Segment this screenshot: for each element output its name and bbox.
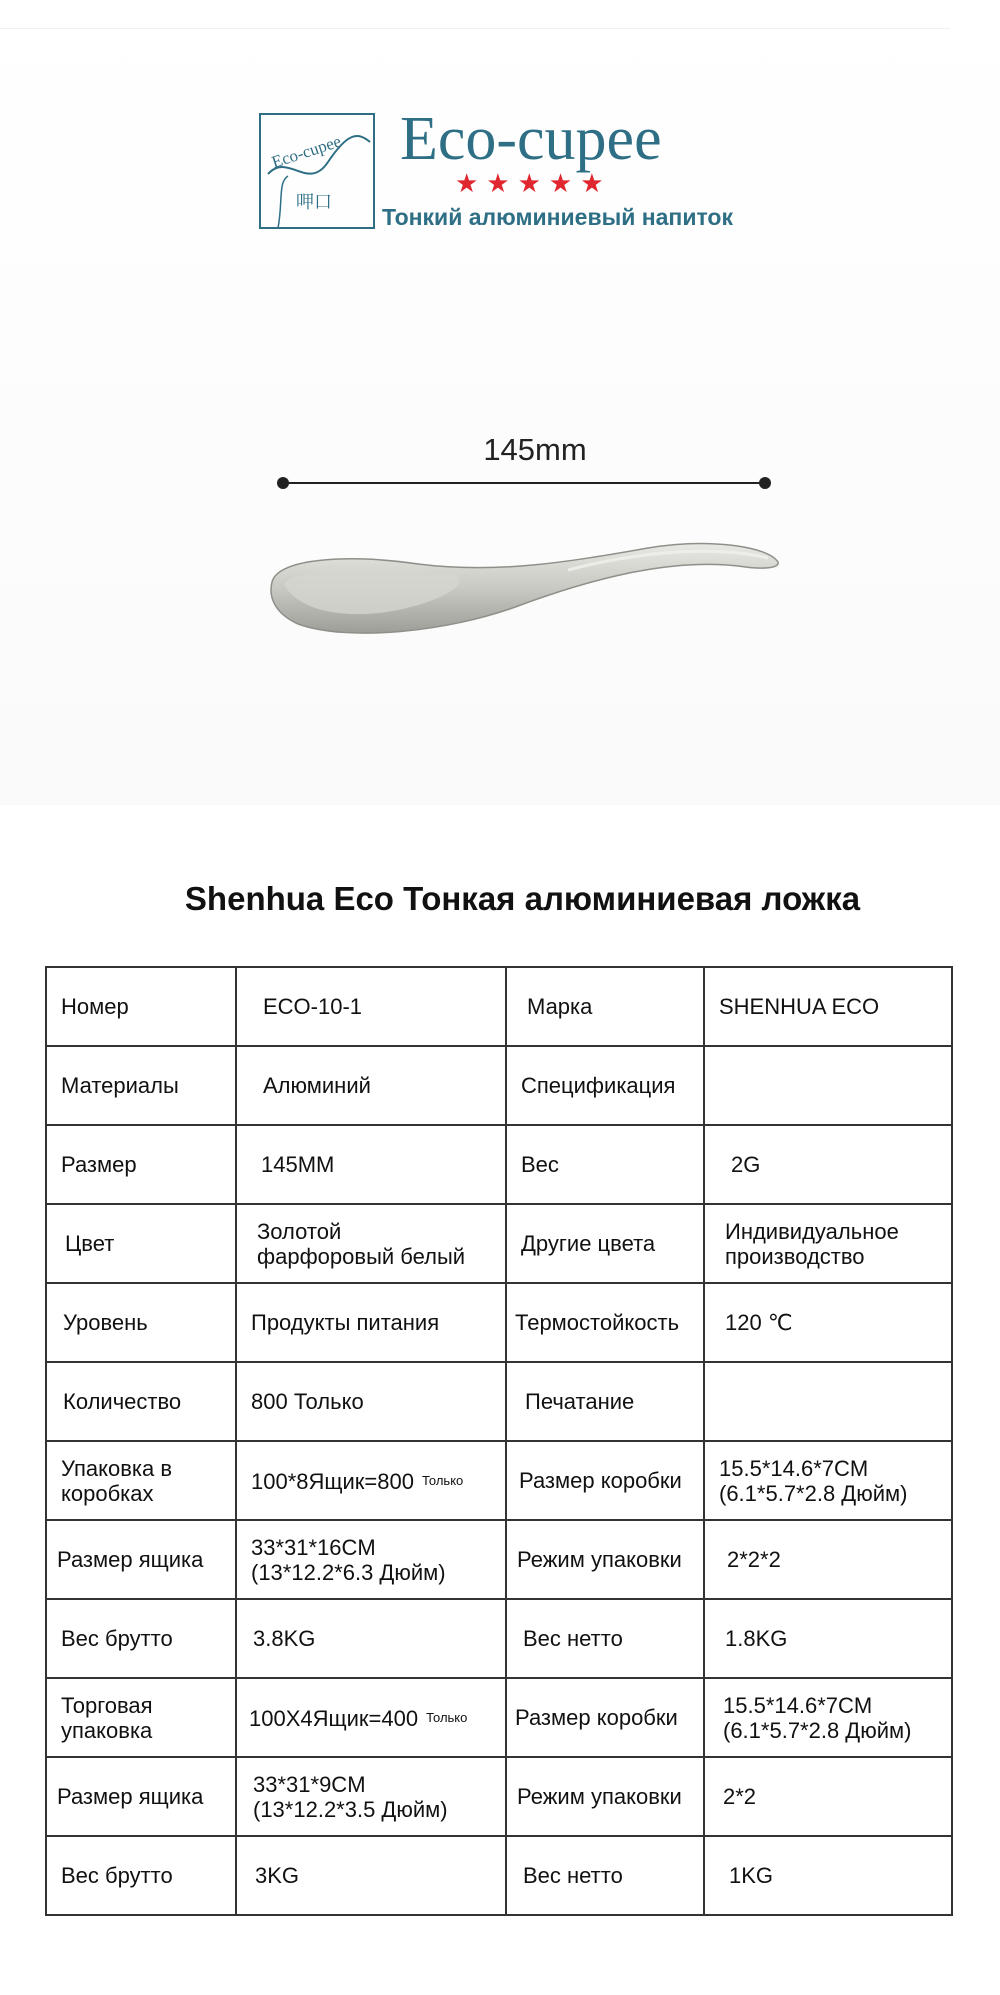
logo-wordmark: Eco-cupee bbox=[400, 105, 662, 173]
table-row bbox=[46, 1125, 952, 1204]
spec-key: Печатание bbox=[506, 1362, 704, 1441]
spec-value-suffix: Только bbox=[426, 1709, 468, 1725]
spec-key: Размер коробки bbox=[506, 1441, 704, 1520]
spec-key: Упаковка в коробках bbox=[46, 1441, 236, 1520]
dimension-label: 145mm bbox=[483, 432, 587, 467]
spec-value-suffix: Только bbox=[421, 1472, 464, 1488]
spec-key: Вес нетто bbox=[506, 1599, 704, 1678]
spec-value: 120 ℃ bbox=[704, 1283, 952, 1362]
brand-logo bbox=[258, 105, 758, 238]
spec-value: 3.8KG bbox=[236, 1599, 506, 1678]
spec-key: Вес нетто bbox=[506, 1836, 704, 1915]
spec-value: 1KG bbox=[704, 1836, 952, 1915]
spec-table bbox=[45, 966, 953, 1916]
product-title: Shenhua Eco Тонкая алюминиевая ложка bbox=[184, 880, 861, 917]
top-divider bbox=[0, 28, 950, 29]
spec-value bbox=[704, 1362, 952, 1441]
spec-key: Режим упаковки bbox=[506, 1757, 704, 1836]
spec-value: 2*2*2 bbox=[704, 1520, 952, 1599]
spec-key: Спецификация bbox=[506, 1046, 704, 1125]
spec-key: Цвет bbox=[46, 1204, 236, 1283]
spec-key: Режим упаковки bbox=[506, 1520, 704, 1599]
spec-value bbox=[704, 1046, 952, 1125]
spec-key: Количество bbox=[46, 1362, 236, 1441]
spec-value: Продукты питания bbox=[236, 1283, 506, 1362]
table-row bbox=[46, 1362, 952, 1441]
spec-key: Уровень bbox=[46, 1283, 236, 1362]
table-row bbox=[46, 1757, 952, 1836]
table-row bbox=[46, 1599, 952, 1678]
table-row bbox=[46, 1520, 952, 1599]
spec-value: SHENHUA ECO bbox=[704, 967, 952, 1046]
spec-key: Размер коробки bbox=[506, 1678, 704, 1757]
spoon-image bbox=[268, 540, 782, 645]
spec-key: Термостойкость bbox=[506, 1283, 704, 1362]
spec-value: 1.8KG bbox=[704, 1599, 952, 1678]
svg-text:Eco-cupee: Eco-cupee bbox=[269, 131, 344, 172]
spec-value: 3KG bbox=[236, 1836, 506, 1915]
spec-key: Материалы bbox=[46, 1046, 236, 1125]
dimension-line-icon bbox=[276, 476, 772, 490]
spec-key: Размер ящика bbox=[46, 1757, 236, 1836]
spec-value: 145MM bbox=[236, 1125, 506, 1204]
table-row bbox=[46, 1441, 952, 1520]
spec-key: Размер bbox=[46, 1125, 236, 1204]
spec-key: Марка bbox=[506, 967, 704, 1046]
table-row bbox=[46, 1836, 952, 1915]
spec-value: ECO-10-1 bbox=[236, 967, 506, 1046]
spec-value: 2G bbox=[704, 1125, 952, 1204]
spec-key: Торговая упаковка bbox=[46, 1678, 236, 1757]
spec-key: Размер ящика bbox=[46, 1520, 236, 1599]
spec-value: 15.5*14.6*7CM (6.1*5.7*2.8 Дюйм) bbox=[704, 1441, 952, 1520]
spec-value: Алюминий bbox=[236, 1046, 506, 1125]
spec-key: Вес брутто bbox=[46, 1599, 236, 1678]
spec-value: 33*31*16CM (13*12.2*6.3 Дюйм) bbox=[236, 1520, 506, 1599]
spec-key: Другие цвета bbox=[506, 1204, 704, 1283]
logo-emblem-icon bbox=[258, 112, 376, 230]
spec-key: Номер bbox=[46, 967, 236, 1046]
spec-value: 2*2 bbox=[704, 1757, 952, 1836]
table-row bbox=[46, 967, 952, 1046]
table-row bbox=[46, 1283, 952, 1362]
spec-key: Вес брутто bbox=[46, 1836, 236, 1915]
table-row bbox=[46, 1204, 952, 1283]
table-row bbox=[46, 1046, 952, 1125]
spec-key: Вес bbox=[506, 1125, 704, 1204]
spec-value: 33*31*9CM (13*12.2*3.5 Дюйм) bbox=[236, 1757, 506, 1836]
svg-text:呷口: 呷口 bbox=[296, 192, 332, 213]
table-row bbox=[46, 1678, 952, 1757]
spec-value bbox=[236, 1678, 506, 1757]
logo-tagline: Тонкий алюминиевый напиток bbox=[382, 204, 733, 230]
spec-value: 15.5*14.6*7CM (6.1*5.7*2.8 Дюйм) bbox=[704, 1678, 952, 1757]
spec-value: Золотой фарфоровый белый bbox=[236, 1204, 506, 1283]
logo-stars: ★★★★★ bbox=[455, 168, 612, 198]
spec-value bbox=[236, 1441, 506, 1520]
spec-value-main: 100X4Ящик=400 bbox=[249, 1705, 419, 1731]
spec-value: Индивидуальное производство bbox=[704, 1204, 952, 1283]
spec-value-main: 100*8Ящик=800 bbox=[251, 1468, 414, 1494]
spec-value: 800 Только bbox=[236, 1362, 506, 1441]
